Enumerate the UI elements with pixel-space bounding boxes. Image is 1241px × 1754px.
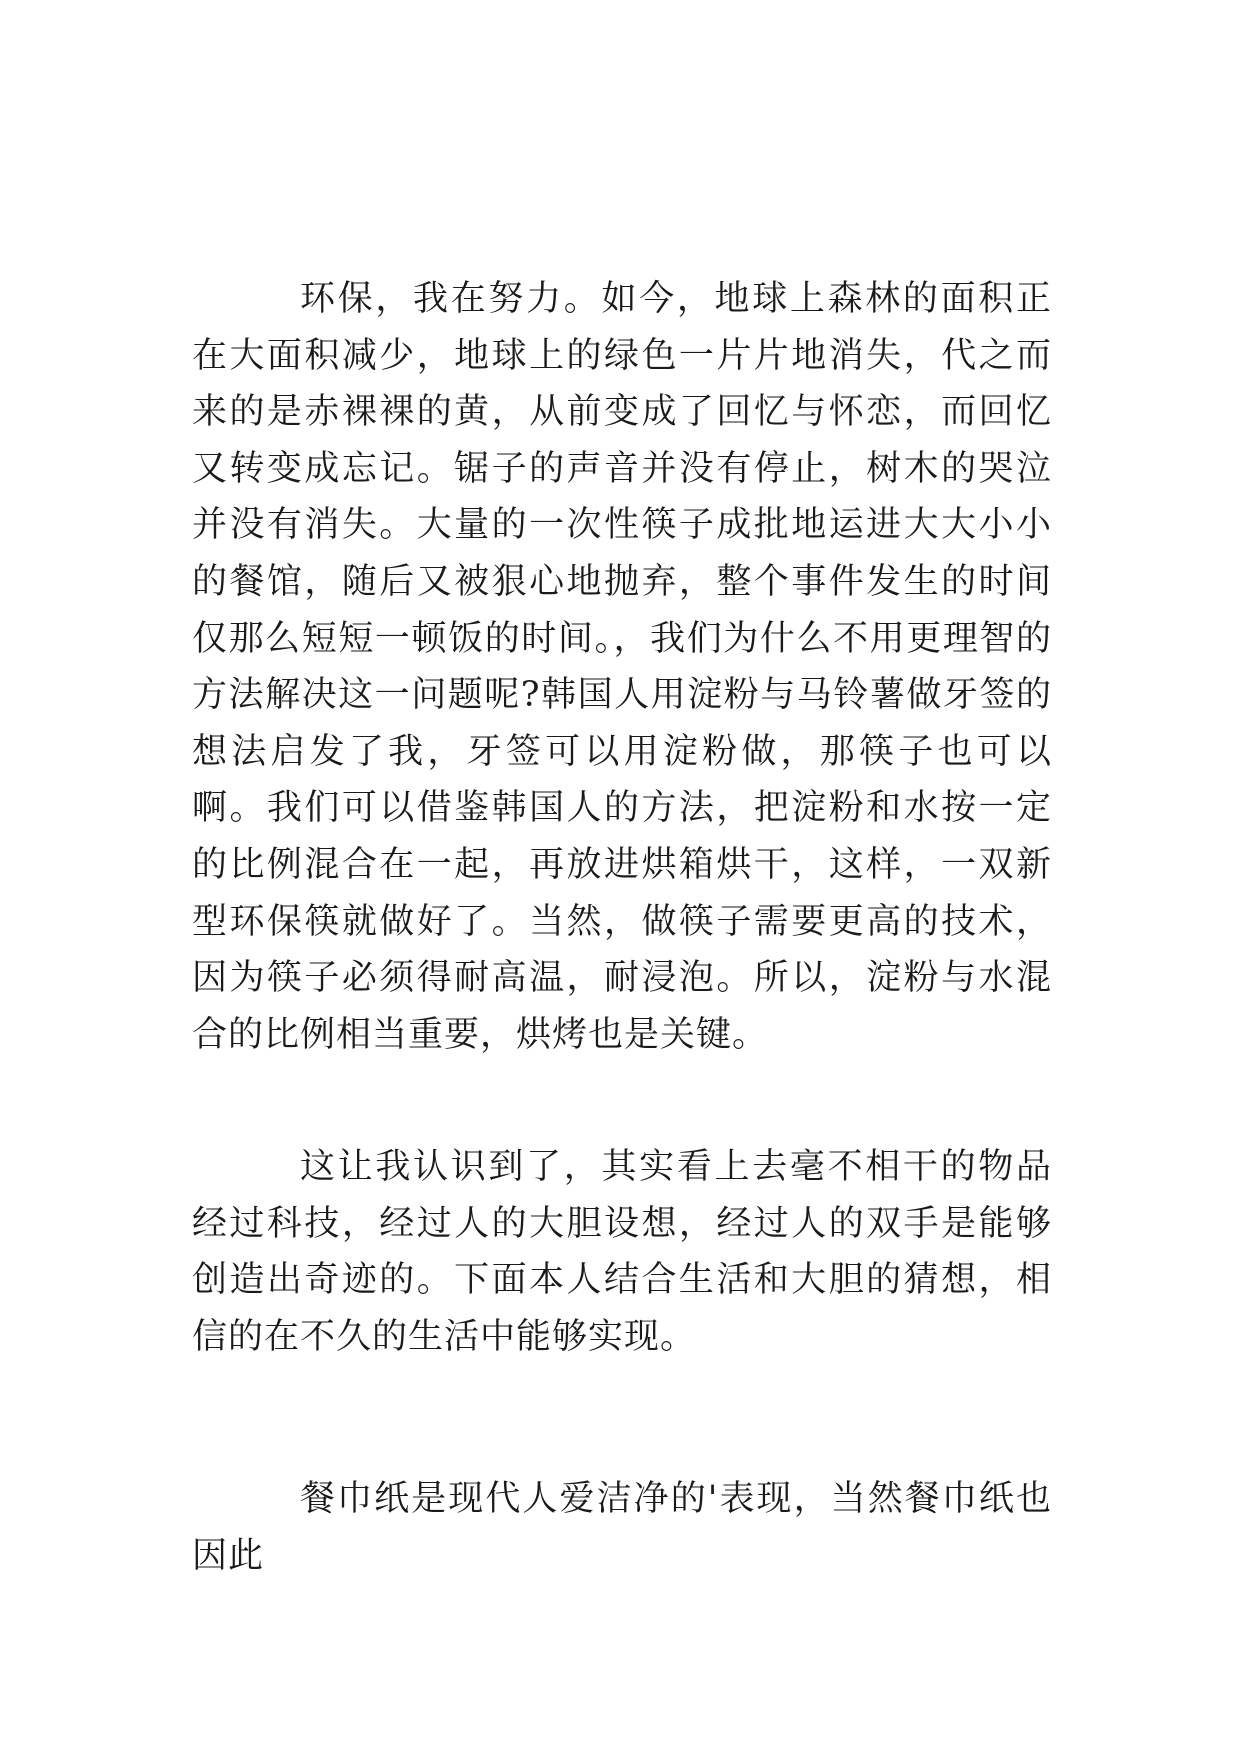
paragraph-technology: 这让我认识到了，其实看上去毫不相干的物品经过科技，经过人的大胆设想，经过人的双手是能够创造出奇迹的。下面本人结合生活和大胆的猜想，相信的在不久的生活中能够实现。 — [192, 1147, 1052, 1357]
paragraph-chopsticks: 环保，我在努力。如今，地球上森林的面积正在大面积减少，地球上的绿色一片片地消失，代之而来的是赤裸裸的黄，从前变成了回忆与怀恋，而回忆又转变成忘记。锯子的声音并没有停止，树木的哭泣并没有消失。大量的一次性筷子成批地运进大大小小的餐馆，随后又被狠心地抛弃，整个事件发生的时间仅那么短短一顿饭的时间。，我们为什么不用更理智的方法解决这一问题呢?韩国人用淀粉与马铃薯做牙签的想法启发了我，牙签可以用淀粉做，那筷子也可以啊。我们可以借鉴韩国人的方法，把淀粉和水按一定的比例混合在一起，再放进烘箱烘干，这样，一双新型环保筷就做好了。当然，做筷子需要更高的技术，因为筷子必须得耐高温，耐浸泡。所以，淀粉与水混合的比例相当重要，烘烤也是关键。 — [192, 279, 1052, 1055]
paragraph-napkin: 餐巾纸是现代人爱洁净的'表现，当然餐巾纸也因此 — [192, 1479, 1052, 1576]
